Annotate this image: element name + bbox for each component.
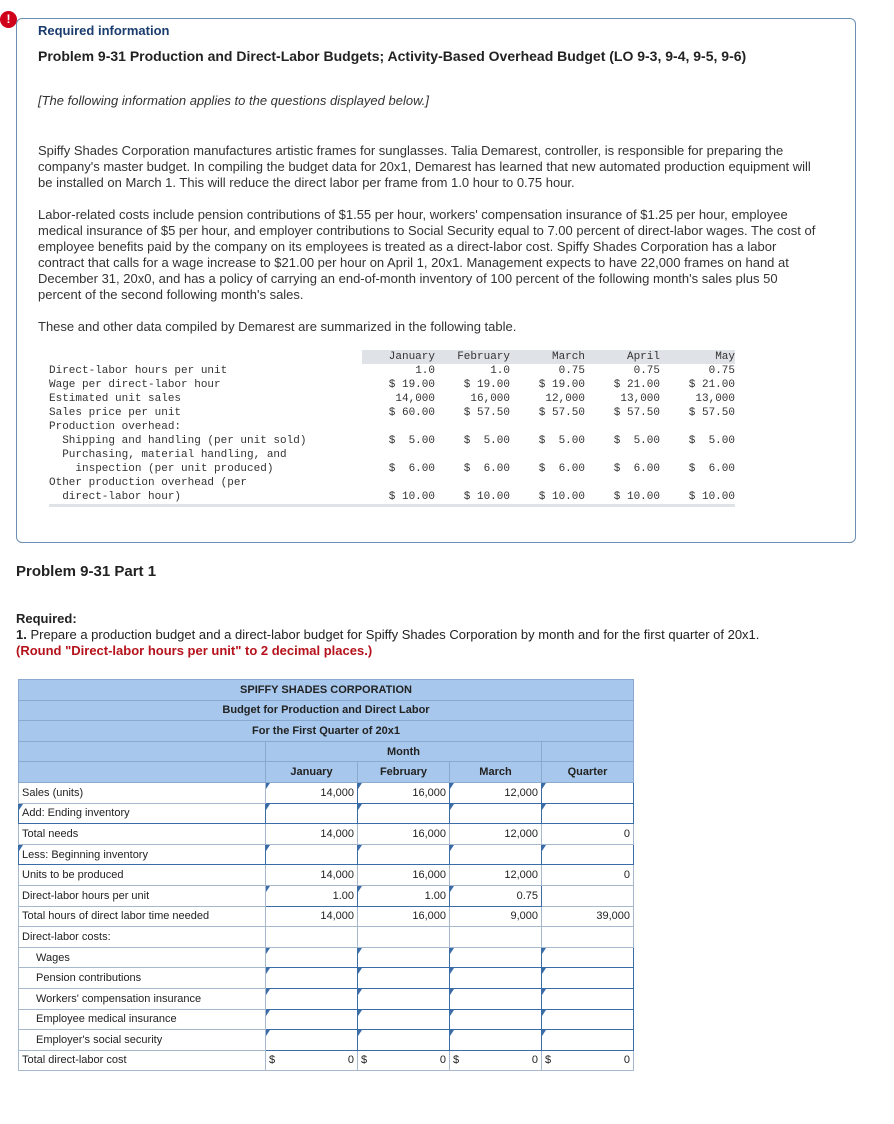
col-february: February: [358, 762, 450, 783]
cell: $ 5.00: [388, 435, 435, 447]
row-label: Direct-labor hours per unit: [19, 885, 266, 906]
row-total-cost: [19, 1050, 634, 1071]
cell: 39,000: [542, 906, 634, 927]
row-label: Total needs: [19, 824, 266, 845]
beginning-inventory-january-input[interactable]: [266, 844, 358, 865]
row-label: Direct-labor costs:: [19, 927, 266, 948]
social-security-quarter-input[interactable]: [542, 1030, 634, 1051]
cell: 16,000: [358, 865, 450, 886]
month-header-march: March: [510, 350, 585, 364]
dl-hours-february-input[interactable]: 1.00: [358, 885, 450, 906]
table-row: [49, 392, 735, 406]
row-pension: [19, 968, 634, 989]
cell: 14,000: [266, 865, 358, 886]
ending-inventory-march-input[interactable]: [450, 803, 542, 824]
col-january: January: [266, 762, 358, 783]
month-header-february: February: [435, 350, 510, 364]
cell: 12,000: [450, 865, 542, 886]
table-row: [49, 364, 735, 378]
medical-march-input[interactable]: [450, 1009, 542, 1030]
row-label: Employee medical insurance: [19, 1009, 266, 1030]
cell: $ 6.00: [388, 463, 435, 475]
row-label: Shipping and handling (per unit sold): [49, 435, 307, 447]
cell: 16,000: [358, 824, 450, 845]
cell: 16,000: [470, 393, 510, 405]
row-label: Employer's social security: [19, 1030, 266, 1051]
row-label: Wage per direct-labor hour: [49, 379, 221, 391]
social-security-january-input[interactable]: [266, 1030, 358, 1051]
workers-comp-march-input[interactable]: [450, 988, 542, 1009]
sales-january-input[interactable]: 14,000: [266, 782, 358, 803]
row-beginning-inventory: [19, 844, 634, 865]
cell: $ 10.00: [362, 476, 435, 506]
row-sales: [19, 782, 634, 803]
required-heading: Required:: [16, 611, 77, 626]
row-workers-comp: [19, 988, 634, 1009]
ending-inventory-february-input[interactable]: [358, 803, 450, 824]
cell: 16,000: [358, 906, 450, 927]
row-total-needs: [19, 824, 634, 845]
cell: $ 10.00: [435, 476, 510, 506]
row-total-hours: [19, 906, 634, 927]
cell: $ 6.00: [538, 463, 585, 475]
budget-title: Budget for Production and Direct Labor: [19, 700, 634, 721]
cell: $ 19.00: [538, 379, 585, 391]
row-label: Wages: [19, 947, 266, 968]
company-name: SPIFFY SHADES CORPORATION: [19, 680, 634, 701]
cell: $ 21.00: [688, 379, 735, 391]
table-row: [49, 476, 735, 506]
cell: 0: [542, 865, 634, 886]
cell-value: 0: [347, 1054, 354, 1067]
cell: $ 57.50: [463, 407, 510, 419]
cell: [358, 1050, 450, 1071]
cell: $ 19.00: [388, 379, 435, 391]
month-header-may: May: [660, 350, 735, 364]
cell-value: 0: [531, 1054, 538, 1067]
pension-quarter-input[interactable]: [542, 968, 634, 989]
required-text: Prepare a production budget and a direct-labor budget for Spiffy Shades Corporation by month and for the first quarter of 20x1.: [30, 627, 760, 642]
medical-february-input[interactable]: [358, 1009, 450, 1030]
cell-value: 0: [623, 1054, 630, 1067]
cell: 14,000: [395, 393, 435, 405]
cell: 14,000: [266, 906, 358, 927]
paragraph-1: Spiffy Shades Corporation manufactures artistic frames for sunglasses. Talia Demarest, controller, is responsible for preparing the company's master budget. In compiling the budget data for 20x1, Demarest has learned that new automated production equipment will be installed on March 1. This will reduce the direct labor per frame from 1.0 hour to 0.75 hour.: [38, 143, 811, 190]
cell: [450, 1050, 542, 1071]
cell: 14,000: [266, 824, 358, 845]
problem-title: Problem 9-31 Production and Direct-Labor Budgets; Activity-Based Overhead Budget (LO 9-3, 9-4, 9-5, 9-6): [38, 48, 747, 64]
alert-icon: !: [0, 11, 17, 28]
cell: 13,000: [620, 393, 660, 405]
dollar-sign: $: [453, 1054, 460, 1067]
row-units-produced: [19, 865, 634, 886]
wages-march-input[interactable]: [450, 947, 542, 968]
dl-hours-march-input[interactable]: 0.75: [450, 885, 542, 906]
pension-february-input[interactable]: [358, 968, 450, 989]
cell: 0.75: [558, 365, 585, 377]
cell: [266, 1050, 358, 1071]
cell: $ 60.00: [388, 407, 435, 419]
row-social-security: [19, 1030, 634, 1051]
paragraph-3: These and other data compiled by Demarest are summarized in the following table.: [38, 319, 517, 334]
dollar-sign: $: [269, 1054, 276, 1067]
ending-inventory-january-input[interactable]: [266, 803, 358, 824]
cell: $ 19.00: [463, 379, 510, 391]
part-title: Problem 9-31 Part 1: [16, 563, 157, 580]
table-row: [49, 406, 735, 420]
cell: 12,000: [450, 824, 542, 845]
row-label: Estimated unit sales: [49, 393, 182, 405]
cell: 1.0: [490, 365, 510, 377]
required-information-label: Required information: [38, 23, 170, 38]
medical-quarter-input[interactable]: [542, 1009, 634, 1030]
wages-february-input[interactable]: [358, 947, 450, 968]
month-header-january: January: [362, 350, 435, 364]
dollar-sign: $: [361, 1054, 368, 1067]
sales-february-input[interactable]: 16,000: [358, 782, 450, 803]
table-row: [49, 448, 735, 476]
cell: $ 5.00: [463, 435, 510, 447]
row-label: Sales (units): [19, 782, 266, 803]
table-row: [49, 434, 735, 448]
cell: $ 6.00: [463, 463, 510, 475]
wages-quarter-input[interactable]: [542, 947, 634, 968]
table-row: [49, 420, 735, 434]
cell: $ 6.00: [688, 463, 735, 475]
beginning-inventory-march-input[interactable]: [450, 844, 542, 865]
table-row: [49, 378, 735, 392]
row-dl-costs-heading: [19, 927, 634, 948]
cell: 9,000: [450, 906, 542, 927]
row-label: Total hours of direct labor time needed: [19, 906, 266, 927]
dollar-sign: $: [545, 1054, 552, 1067]
data-table: [49, 350, 735, 507]
row-label: Production overhead:: [49, 421, 182, 433]
month-header-april: April: [585, 350, 660, 364]
beginning-inventory-february-input[interactable]: [358, 844, 450, 865]
cell: $ 10.00: [510, 476, 585, 506]
row-label: Total direct-labor cost: [19, 1050, 266, 1071]
rounding-note: (Round "Direct-labor hours per unit" to 2 decimal places.): [16, 643, 373, 658]
cell: $ 6.00: [613, 463, 660, 475]
pension-january-input[interactable]: [266, 968, 358, 989]
medical-january-input[interactable]: [266, 1009, 358, 1030]
cell: $ 5.00: [688, 435, 735, 447]
sales-march-input[interactable]: 12,000: [450, 782, 542, 803]
cell: $ 5.00: [538, 435, 585, 447]
social-security-march-input[interactable]: [450, 1030, 542, 1051]
cell: $ 10.00: [585, 476, 660, 506]
cell: 1.0: [415, 365, 435, 377]
month-header: Month: [266, 741, 542, 762]
cell: 0.75: [708, 365, 735, 377]
cell: $ 57.50: [538, 407, 585, 419]
cell: $ 10.00: [660, 476, 735, 506]
required-number: 1.: [16, 627, 27, 642]
pension-march-input[interactable]: [450, 968, 542, 989]
note-text: [The following information applies to the questions displayed below.]: [38, 93, 429, 108]
cell: $ 57.50: [613, 407, 660, 419]
cell-value: 0: [439, 1054, 446, 1067]
ending-inventory-quarter-input[interactable]: [542, 803, 634, 824]
cell: $ 21.00: [613, 379, 660, 391]
cell: 12,000: [545, 393, 585, 405]
workers-comp-february-input[interactable]: [358, 988, 450, 1009]
row-medical: [19, 1009, 634, 1030]
row-label: Purchasing, material handling, and inspection (per unit produced): [62, 449, 287, 475]
row-label: Units to be produced: [19, 865, 266, 886]
budget-table: [18, 679, 634, 1071]
social-security-february-input[interactable]: [358, 1030, 450, 1051]
row-wages: [19, 947, 634, 968]
row-dl-hours-per-unit: [19, 885, 634, 906]
col-march: March: [450, 762, 542, 783]
row-label: Pension contributions: [19, 968, 266, 989]
dl-hours-january-input[interactable]: 1.00: [266, 885, 358, 906]
row-ending-inventory: [19, 803, 634, 824]
wages-january-input[interactable]: [266, 947, 358, 968]
cell: $ 57.50: [688, 407, 735, 419]
cell: 0: [542, 824, 634, 845]
cell: 0.75: [633, 365, 660, 377]
row-label: Direct-labor hours per unit: [49, 365, 228, 377]
cell: $ 5.00: [613, 435, 660, 447]
row-label: Workers' compensation insurance: [19, 988, 266, 1009]
beginning-inventory-quarter-input[interactable]: [542, 844, 634, 865]
required-instructions: [16, 611, 876, 659]
col-quarter: Quarter: [542, 762, 634, 783]
row-label: Sales price per unit: [49, 407, 182, 419]
ending-inventory-label-input[interactable]: Add: Ending inventory: [19, 803, 266, 824]
cell: [542, 885, 634, 906]
paragraph-2: Labor-related costs include pension contributions of $1.55 per hour, workers' compensation insurance of $1.25 per hour, employee medical insurance of $5 per hour, and employer contributions to Social Security equal to 7.00 percent of direct-labor wages. The cost of employee benefits paid by the company on its employees is treated as a direct-labor cost. Spiffy Shades Corporation has a labor contract that calls for a wage increase to $21.00 per hour on April 1, 20x1. Management expects to have 22,000 frames on hand at December 31, 20x0, and has a policy of carrying an end-of-month inventory of 100 percent of the following month's sales plus 50 percent of the second following month's sales.: [38, 207, 816, 302]
budget-period: For the First Quarter of 20x1: [19, 721, 634, 742]
row-label: Other production overhead (per direct-labor hour): [49, 476, 362, 506]
workers-comp-january-input[interactable]: [266, 988, 358, 1009]
cell: [542, 1050, 634, 1071]
sales-quarter-input[interactable]: [542, 782, 634, 803]
beginning-inventory-label-input[interactable]: Less: Beginning inventory: [19, 844, 266, 865]
workers-comp-quarter-input[interactable]: [542, 988, 634, 1009]
cell: 13,000: [695, 393, 735, 405]
